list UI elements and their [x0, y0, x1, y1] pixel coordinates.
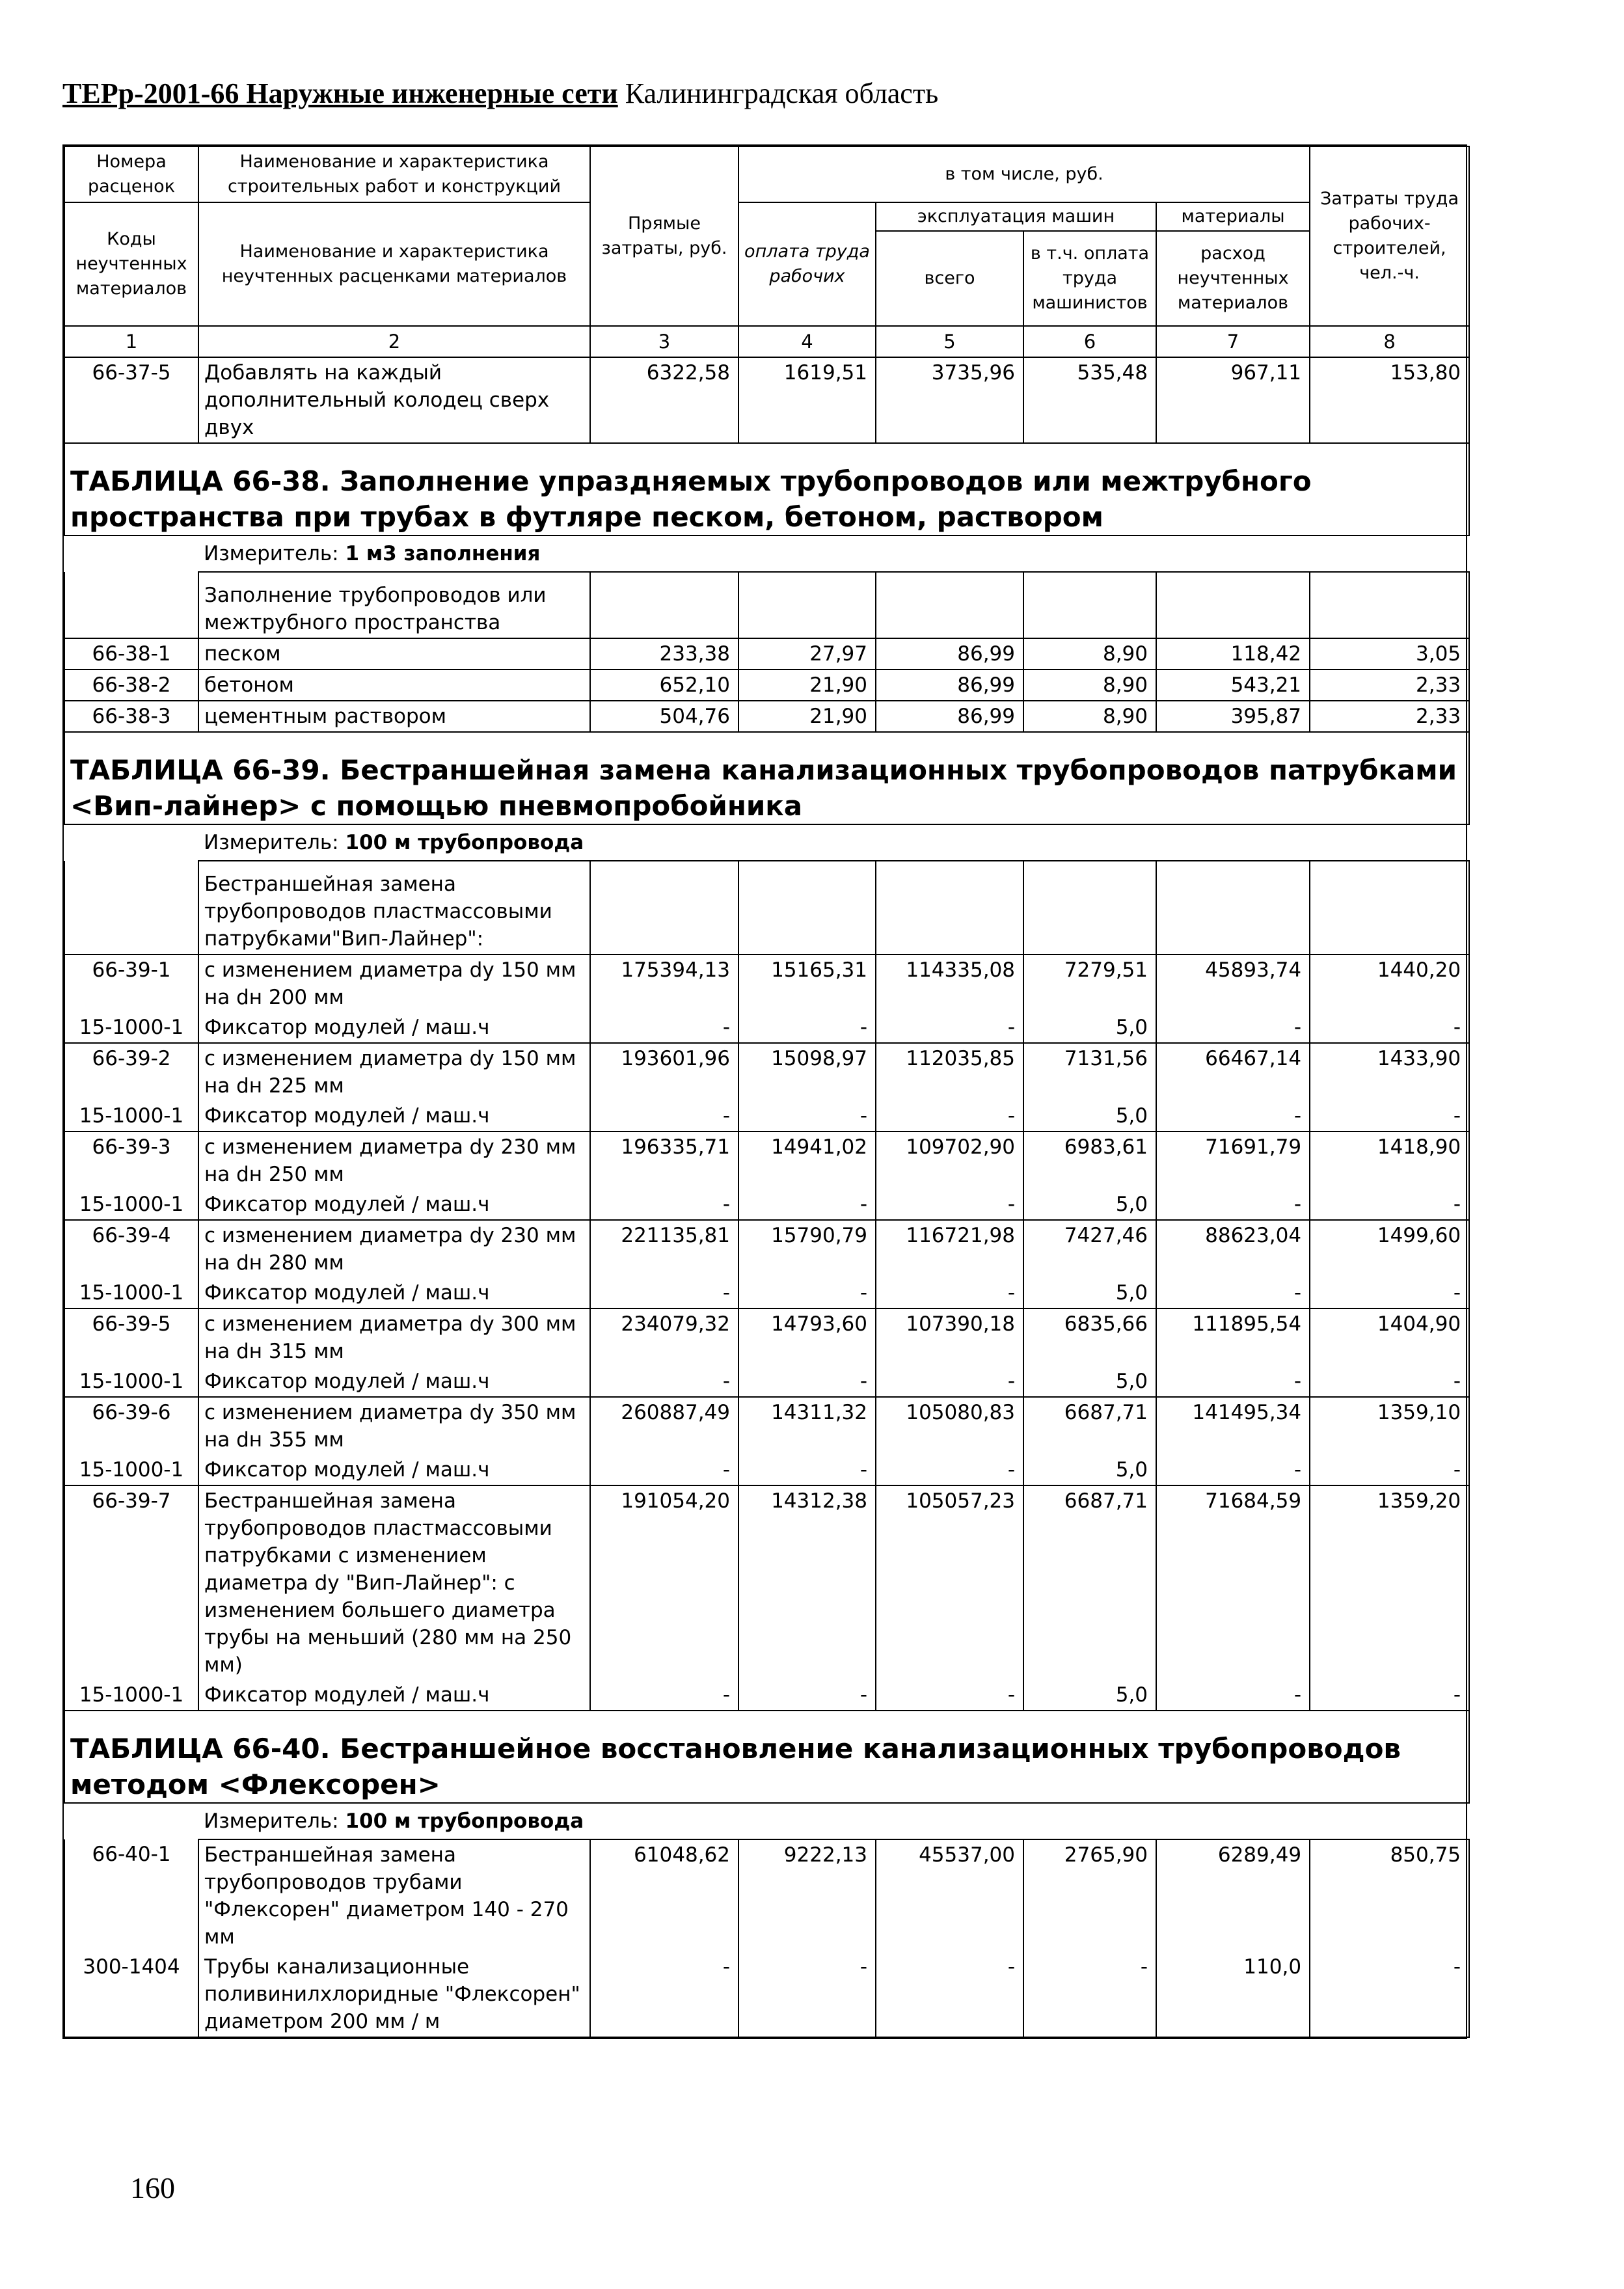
- value-machinists-pay: 5,0: [1023, 1455, 1156, 1485]
- value-direct: 260887,49: [590, 1397, 738, 1455]
- page-title: [62, 78, 938, 109]
- rate-name: песком: [198, 638, 590, 670]
- measure-66-39: [198, 824, 1469, 861]
- value-materials: -: [1156, 1366, 1310, 1397]
- table-header: [64, 146, 1469, 357]
- rate-code: 15-1000-1: [64, 1012, 198, 1043]
- table-row: [64, 1278, 1469, 1308]
- empty-cell: [64, 861, 198, 955]
- col-header-machines-total: всего: [876, 231, 1023, 326]
- value-direct: 652,10: [590, 670, 738, 701]
- value-labor-cost: -: [1310, 1101, 1469, 1131]
- value-labor-cost: -: [1310, 1012, 1469, 1043]
- empty-cell: [590, 572, 738, 638]
- value-machines-total: -: [876, 1189, 1023, 1220]
- value-labor-cost: -: [1310, 1680, 1469, 1711]
- value-direct: 504,76: [590, 701, 738, 732]
- empty-cell: [1310, 572, 1469, 638]
- value-materials: 111895,54: [1156, 1308, 1310, 1366]
- value-direct: 196335,71: [590, 1131, 738, 1189]
- value-materials: -: [1156, 1278, 1310, 1308]
- table-row: [64, 1366, 1469, 1397]
- value-machinists-pay: 6835,66: [1023, 1308, 1156, 1366]
- rate-code: 66-39-4: [64, 1220, 198, 1278]
- value-machines-total: 112035,85: [876, 1043, 1023, 1101]
- rate-name: Фиксатор модулей / маш.ч: [198, 1455, 590, 1485]
- value-labor-cost: -: [1310, 1455, 1469, 1485]
- col-header-machines: эксплуатация машин: [876, 202, 1156, 231]
- col-header-numbers: Номера расценок: [64, 146, 198, 202]
- rate-name: с изменением диаметра dy 230 мм на dн 250 мм: [198, 1131, 590, 1189]
- value-direct: 175394,13: [590, 955, 738, 1012]
- column-number: 8: [1310, 326, 1469, 357]
- value-machines-total: 86,99: [876, 638, 1023, 670]
- value-machinists-pay: -: [1023, 1952, 1156, 2037]
- page-title-region: Калининградская область: [625, 77, 939, 109]
- group-label: Заполнение трубопроводов или межтрубного пространства: [198, 572, 590, 638]
- table-row: [64, 955, 1469, 1012]
- rate-name: Фиксатор модулей / маш.ч: [198, 1012, 590, 1043]
- rate-code: 15-1000-1: [64, 1366, 198, 1397]
- value-materials: -: [1156, 1101, 1310, 1131]
- value-materials: 45893,74: [1156, 955, 1310, 1012]
- empty-cell: [1156, 861, 1310, 955]
- measure-66-38: [198, 535, 1469, 572]
- col-header-codes: Коды неучтенных материалов: [64, 202, 198, 326]
- value-labor-pay: -: [738, 1189, 876, 1220]
- value-labor-pay: 27,97: [738, 638, 876, 670]
- value-labor-pay: 21,90: [738, 701, 876, 732]
- value-direct: 193601,96: [590, 1043, 738, 1101]
- value-direct: -: [590, 1189, 738, 1220]
- value-direct: 234079,32: [590, 1308, 738, 1366]
- value-materials: 967,11: [1156, 357, 1310, 443]
- rate-code: 66-39-2: [64, 1043, 198, 1101]
- value-machines-total: 3735,96: [876, 357, 1023, 443]
- value-machinists-pay: 6687,71: [1023, 1397, 1156, 1455]
- group-row: [64, 861, 1469, 955]
- value-labor-pay: 15790,79: [738, 1220, 876, 1278]
- value-labor-cost: 1359,20: [1310, 1485, 1469, 1680]
- table-row: [64, 1043, 1469, 1101]
- value-machinists-pay: 7279,51: [1023, 955, 1156, 1012]
- value-materials: -: [1156, 1455, 1310, 1485]
- section-title-66-40: ТАБЛИЦА 66-40. Бестраншейное восстановление канализационных трубопроводов методом <Флексорен>: [64, 1711, 1469, 1803]
- value-machines-total: 105057,23: [876, 1485, 1023, 1680]
- table-row: [64, 701, 1469, 732]
- measure-66-40: [198, 1803, 1469, 1839]
- value-machinists-pay: 5,0: [1023, 1012, 1156, 1043]
- value-direct: -: [590, 1278, 738, 1308]
- section-title-row: [64, 443, 1469, 535]
- section-title-66-39: ТАБЛИЦА 66-39. Бестраншейная замена канализационных трубопроводов патрубками <Вип-лайнер> с помощью пневмопробойника: [64, 732, 1469, 824]
- rate-code: 66-38-2: [64, 670, 198, 701]
- rate-code: 66-39-6: [64, 1397, 198, 1455]
- table-row: [64, 1220, 1469, 1278]
- value-labor-cost: -: [1310, 1189, 1469, 1220]
- col-header-machinists-pay: в т.ч. оплата труда машинистов: [1023, 231, 1156, 326]
- table-row: [64, 357, 1469, 443]
- table-row: [64, 1397, 1469, 1455]
- table-66-39-rows: [64, 955, 1469, 1711]
- measure-value: 100 м трубопровода: [345, 831, 584, 854]
- value-direct: -: [590, 1455, 738, 1485]
- value-machinists-pay: 5,0: [1023, 1366, 1156, 1397]
- measure-value: 100 м трубопровода: [345, 1809, 584, 1833]
- col-header-materials: материалы: [1156, 202, 1310, 231]
- rate-name: с изменением диаметра dy 150 мм на dн 200 мм: [198, 955, 590, 1012]
- value-materials: 71691,79: [1156, 1131, 1310, 1189]
- value-direct: 61048,62: [590, 1839, 738, 1952]
- value-materials: 118,42: [1156, 638, 1310, 670]
- col-header-name: Наименование и характеристика строительных работ и конструкций: [198, 146, 590, 202]
- value-labor-cost: 1440,20: [1310, 955, 1469, 1012]
- measure-row: [64, 535, 1469, 572]
- rate-code: 15-1000-1: [64, 1278, 198, 1308]
- value-labor-pay: 14312,38: [738, 1485, 876, 1680]
- rate-code: 66-39-3: [64, 1131, 198, 1189]
- value-labor-cost: 2,33: [1310, 701, 1469, 732]
- value-materials: 88623,04: [1156, 1220, 1310, 1278]
- rate-name: Бестраншейная замена трубопроводов пластмассовыми патрубками с изменением диаметра dy "Вип-Лайнер": с изменением большего диаметра трубы на меньший (280 мм на 250 мм): [198, 1485, 590, 1680]
- table-row: [64, 1455, 1469, 1485]
- value-labor-cost: 1418,90: [1310, 1131, 1469, 1189]
- value-machines-total: -: [876, 1952, 1023, 2037]
- measure-row: [64, 824, 1469, 861]
- value-materials: 6289,49: [1156, 1839, 1310, 1952]
- value-direct: 221135,81: [590, 1220, 738, 1278]
- value-machinists-pay: 2765,90: [1023, 1839, 1156, 1952]
- rate-code: 66-37-5: [64, 357, 198, 443]
- rate-code: 66-39-7: [64, 1485, 198, 1680]
- table-body: [64, 357, 1469, 955]
- table-body-66-40: [64, 1711, 1469, 1839]
- value-machines-total: 109702,90: [876, 1131, 1023, 1189]
- value-machinists-pay: 7131,56: [1023, 1043, 1156, 1101]
- value-labor-pay: -: [738, 1680, 876, 1711]
- value-direct: -: [590, 1366, 738, 1397]
- estimate-table: [64, 146, 1470, 2038]
- value-machinists-pay: 5,0: [1023, 1189, 1156, 1220]
- rate-name: с изменением диаметра dy 230 мм на dн 280 мм: [198, 1220, 590, 1278]
- rate-name: цементным раствором: [198, 701, 590, 732]
- table-row: [64, 1131, 1469, 1189]
- empty-cell: [64, 572, 198, 638]
- value-labor-pay: 21,90: [738, 670, 876, 701]
- value-labor-pay: -: [738, 1101, 876, 1131]
- empty-cell: [590, 861, 738, 955]
- rate-name: Фиксатор модулей / маш.ч: [198, 1101, 590, 1131]
- value-machines-total: 45537,00: [876, 1839, 1023, 1952]
- value-labor-pay: -: [738, 1952, 876, 2037]
- value-materials: 395,87: [1156, 701, 1310, 732]
- spacer: [64, 824, 198, 861]
- rate-name: с изменением диаметра dy 150 мм на dн 225 мм: [198, 1043, 590, 1101]
- value-machines-total: -: [876, 1455, 1023, 1485]
- table-row: [64, 1189, 1469, 1220]
- value-materials: -: [1156, 1012, 1310, 1043]
- value-labor-cost: -: [1310, 1952, 1469, 2037]
- measure-value: 1 м3 заполнения: [345, 542, 541, 565]
- rate-code: 15-1000-1: [64, 1101, 198, 1131]
- value-machines-total: 86,99: [876, 701, 1023, 732]
- rate-code: 66-39-5: [64, 1308, 198, 1366]
- col-header-labor-pay: оплата труда рабочих: [738, 202, 876, 326]
- empty-cell: [1023, 861, 1156, 955]
- value-machines-total: -: [876, 1366, 1023, 1397]
- value-machinists-pay: 8,90: [1023, 701, 1156, 732]
- value-labor-pay: -: [738, 1278, 876, 1308]
- value-machines-total: 86,99: [876, 670, 1023, 701]
- table-row: [64, 1952, 1469, 2037]
- col-header-incl: в том числе, руб.: [738, 146, 1310, 202]
- table-row: [64, 1101, 1469, 1131]
- value-materials: 110,0: [1156, 1952, 1310, 2037]
- column-number: 2: [198, 326, 590, 357]
- rate-code: 66-39-1: [64, 955, 198, 1012]
- section-title-row: [64, 1711, 1469, 1803]
- value-machines-total: 107390,18: [876, 1308, 1023, 1366]
- table-row: [64, 1012, 1469, 1043]
- value-machinists-pay: 8,90: [1023, 670, 1156, 701]
- value-machines-total: 114335,08: [876, 955, 1023, 1012]
- value-labor-pay: 14311,32: [738, 1397, 876, 1455]
- empty-cell: [1023, 572, 1156, 638]
- value-labor-cost: 2,33: [1310, 670, 1469, 701]
- rate-code: 66-40-1: [64, 1839, 198, 1952]
- rate-name: Фиксатор модулей / маш.ч: [198, 1680, 590, 1711]
- value-materials: 66467,14: [1156, 1043, 1310, 1101]
- value-direct: 233,38: [590, 638, 738, 670]
- page-title-code: ТЕРр-2001-66 Наружные инженерные сети: [62, 77, 618, 109]
- table-row: [64, 670, 1469, 701]
- rate-name: Фиксатор модулей / маш.ч: [198, 1366, 590, 1397]
- value-direct: -: [590, 1012, 738, 1043]
- column-number: 3: [590, 326, 738, 357]
- value-labor-pay: -: [738, 1455, 876, 1485]
- value-labor-pay: 14793,60: [738, 1308, 876, 1366]
- value-direct: 6322,58: [590, 357, 738, 443]
- rate-name: Бестраншейная замена трубопроводов трубами "Флексорен" диаметром 140 - 270 мм: [198, 1839, 590, 1952]
- spacer: [64, 535, 198, 572]
- value-machines-total: -: [876, 1012, 1023, 1043]
- rate-code: 300-1404: [64, 1952, 198, 2037]
- value-materials: 543,21: [1156, 670, 1310, 701]
- value-labor-cost: -: [1310, 1366, 1469, 1397]
- estimate-sheet: [62, 144, 1467, 2039]
- rate-code: 15-1000-1: [64, 1189, 198, 1220]
- value-labor-cost: 1359,10: [1310, 1397, 1469, 1455]
- value-labor-cost: 850,75: [1310, 1839, 1469, 1952]
- value-labor-cost: 153,80: [1310, 357, 1469, 443]
- measure-label: Измеритель:: [204, 542, 339, 565]
- value-machinists-pay: 5,0: [1023, 1278, 1156, 1308]
- value-materials: 141495,34: [1156, 1397, 1310, 1455]
- value-labor-pay: -: [738, 1366, 876, 1397]
- empty-cell: [1310, 861, 1469, 955]
- value-labor-pay: 15165,31: [738, 955, 876, 1012]
- value-machines-total: 105080,83: [876, 1397, 1023, 1455]
- column-number: 4: [738, 326, 876, 357]
- value-machines-total: 116721,98: [876, 1220, 1023, 1278]
- table-row: [64, 1839, 1469, 1952]
- table-row: [64, 638, 1469, 670]
- empty-cell: [876, 861, 1023, 955]
- page-number: 160: [130, 2171, 175, 2204]
- value-machinists-pay: 7427,46: [1023, 1220, 1156, 1278]
- col-header-material-name: Наименование и характеристика неучтенных расценками материалов: [198, 202, 590, 326]
- value-machines-total: -: [876, 1680, 1023, 1711]
- value-direct: -: [590, 1680, 738, 1711]
- value-machines-total: -: [876, 1278, 1023, 1308]
- value-labor-pay: 1619,51: [738, 357, 876, 443]
- col-header-labor-cost: Затраты труда рабочих-строителей, чел.-ч.: [1310, 146, 1469, 326]
- value-direct: -: [590, 1952, 738, 2037]
- value-materials: 71684,59: [1156, 1485, 1310, 1680]
- value-labor-cost: -: [1310, 1278, 1469, 1308]
- value-machinists-pay: 6687,71: [1023, 1485, 1156, 1680]
- value-direct: 191054,20: [590, 1485, 738, 1680]
- value-materials: -: [1156, 1680, 1310, 1711]
- rate-name: Фиксатор модулей / маш.ч: [198, 1278, 590, 1308]
- value-machinists-pay: 5,0: [1023, 1680, 1156, 1711]
- section-title-66-38: ТАБЛИЦА 66-38. Заполнение упраздняемых трубопроводов или межтрубного пространства при трубах в футляре песком, бетоном, раствором: [64, 443, 1469, 535]
- value-machines-total: -: [876, 1101, 1023, 1131]
- value-machinists-pay: 535,48: [1023, 357, 1156, 443]
- measure-label: Измеритель:: [204, 831, 339, 854]
- rate-name: с изменением диаметра dy 350 мм на dн 355 мм: [198, 1397, 590, 1455]
- column-number: 7: [1156, 326, 1310, 357]
- col-header-direct: Прямые затраты, руб.: [590, 146, 738, 326]
- table-row: [64, 1680, 1469, 1711]
- spacer: [64, 1803, 198, 1839]
- rate-name: Фиксатор модулей / маш.ч: [198, 1189, 590, 1220]
- section-title-row: [64, 732, 1469, 824]
- rate-code: 15-1000-1: [64, 1455, 198, 1485]
- value-labor-pay: 14941,02: [738, 1131, 876, 1189]
- column-number: 6: [1023, 326, 1156, 357]
- empty-cell: [876, 572, 1023, 638]
- column-numbers-row: [64, 326, 1469, 357]
- table-row: [64, 1308, 1469, 1366]
- value-materials: -: [1156, 1189, 1310, 1220]
- group-row: [64, 572, 1469, 638]
- measure-row: [64, 1803, 1469, 1839]
- value-labor-cost: 1433,90: [1310, 1043, 1469, 1101]
- table-row: [64, 1485, 1469, 1680]
- value-labor-cost: 1499,60: [1310, 1220, 1469, 1278]
- value-labor-pay: -: [738, 1012, 876, 1043]
- value-machinists-pay: 6983,61: [1023, 1131, 1156, 1189]
- value-labor-cost: 1404,90: [1310, 1308, 1469, 1366]
- empty-cell: [738, 572, 876, 638]
- rate-name: Добавлять на каждый дополнительный колодец сверх двух: [198, 357, 590, 443]
- value-direct: -: [590, 1101, 738, 1131]
- col-header-materials-usage: расход неучтенных материалов: [1156, 231, 1310, 326]
- value-machinists-pay: 8,90: [1023, 638, 1156, 670]
- group-label: Бестраншейная замена трубопроводов пластмассовыми патрубками"Вип-Лайнер":: [198, 861, 590, 955]
- table-66-40-rows: [64, 1839, 1469, 2037]
- value-labor-cost: 3,05: [1310, 638, 1469, 670]
- column-number: 1: [64, 326, 198, 357]
- rate-name: бетоном: [198, 670, 590, 701]
- rate-name: с изменением диаметра dy 300 мм на dн 315 мм: [198, 1308, 590, 1366]
- value-machinists-pay: 5,0: [1023, 1101, 1156, 1131]
- value-labor-pay: 15098,97: [738, 1043, 876, 1101]
- rate-code: 66-38-1: [64, 638, 198, 670]
- rate-code: 15-1000-1: [64, 1680, 198, 1711]
- column-number: 5: [876, 326, 1023, 357]
- value-labor-pay: 9222,13: [738, 1839, 876, 1952]
- empty-cell: [1156, 572, 1310, 638]
- measure-label: Измеритель:: [204, 1809, 339, 1833]
- empty-cell: [738, 861, 876, 955]
- rate-code: 66-38-3: [64, 701, 198, 732]
- rate-name: Трубы канализационные поливинилхлоридные "Флексорен" диаметром 200 мм / м: [198, 1952, 590, 2037]
